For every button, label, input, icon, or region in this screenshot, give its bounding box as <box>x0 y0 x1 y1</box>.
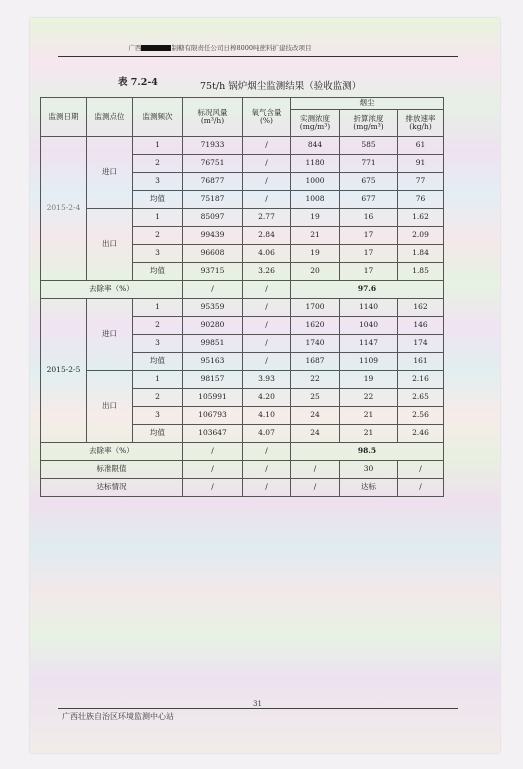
converted-cell: 1109 <box>340 353 398 371</box>
freq-cell: 1 <box>133 371 183 389</box>
flow-cell: 90280 <box>183 317 243 335</box>
rate-cell: 1.84 <box>398 245 444 263</box>
oxygen-cell: / <box>243 155 291 173</box>
table-title: 75t/h 锅炉烟尘监测结果（验收监测） <box>200 81 362 92</box>
point-cell: 出口 <box>87 371 133 443</box>
header-suffix: 制糖有限责任公司日榨8000吨蔗料扩建技改项目 <box>171 44 312 52</box>
measured-cell: 1180 <box>291 155 340 173</box>
measured-cell: 20 <box>291 263 340 281</box>
flow-cell: 106793 <box>183 407 243 425</box>
footer-rule <box>58 708 458 709</box>
rate-cell: / <box>398 461 444 479</box>
converted-cell: 1040 <box>340 317 398 335</box>
converted-cell: 1147 <box>340 335 398 353</box>
freq-cell: 1 <box>133 137 183 155</box>
freq-cell: 2 <box>133 155 183 173</box>
point-cell: 进口 <box>87 137 133 209</box>
oxygen-label: 氧气含量 <box>251 107 282 117</box>
converted-cell: 771 <box>340 155 398 173</box>
freq-cell: 1 <box>133 299 183 317</box>
converted-cell: 达标 <box>340 479 398 497</box>
measured-cell: 1620 <box>291 317 340 335</box>
redaction-mark <box>141 45 171 51</box>
removal-value: 98.5 <box>291 443 444 461</box>
converted-unit: (mg/m³) <box>353 122 384 131</box>
flow-cell: / <box>183 479 243 497</box>
results-table <box>40 97 444 497</box>
col-header-emission <box>398 110 444 137</box>
oxygen-cell: / <box>243 317 291 335</box>
measured-cell: 1000 <box>291 173 340 191</box>
date-cell: 2015-2-5 <box>41 299 87 443</box>
removal-label: 去除率（%） <box>41 443 183 461</box>
oxygen-cell: / <box>243 137 291 155</box>
removal-label: 去除率（%） <box>41 281 183 299</box>
converted-cell: 21 <box>340 407 398 425</box>
rate-cell: 2.65 <box>398 389 444 407</box>
flow-cell: 93715 <box>183 263 243 281</box>
freq-cell: 2 <box>133 227 183 245</box>
oxygen-cell: / <box>243 443 291 461</box>
converted-cell: 16 <box>340 209 398 227</box>
measured-cell: 24 <box>291 407 340 425</box>
converted-cell: 21 <box>340 425 398 443</box>
col-header-point: 监测点位 <box>87 98 133 137</box>
converted-label: 折算浓度 <box>353 113 384 123</box>
flow-cell: 71933 <box>183 137 243 155</box>
converted-cell: 17 <box>340 263 398 281</box>
header-rule <box>58 56 458 57</box>
footer-organization: 广西壮族自治区环境监测中心站 <box>62 712 174 721</box>
freq-cell: 2 <box>133 317 183 335</box>
table-row <box>41 137 444 155</box>
col-header-converted <box>340 110 398 137</box>
table-row <box>41 209 444 227</box>
measured-cell: 22 <box>291 371 340 389</box>
measured-cell: / <box>291 461 340 479</box>
freq-cell: 均值 <box>133 191 183 209</box>
point-cell: 出口 <box>87 209 133 281</box>
measured-cell: 1008 <box>291 191 340 209</box>
standard-label: 标准限值 <box>41 461 183 479</box>
rate-cell: 91 <box>398 155 444 173</box>
page-number: 31 <box>253 700 262 708</box>
converted-cell: 675 <box>340 173 398 191</box>
oxygen-cell: 4.06 <box>243 245 291 263</box>
oxygen-unit: (%) <box>260 116 273 125</box>
flow-cell: 85097 <box>183 209 243 227</box>
rate-cell: 161 <box>398 353 444 371</box>
table-row-removal <box>41 281 444 299</box>
date-cell: 2015-2-4 <box>41 137 87 281</box>
table-row <box>41 299 444 317</box>
col-header-date: 监测日期 <box>41 98 87 137</box>
rate-cell: 61 <box>398 137 444 155</box>
oxygen-cell: / <box>243 173 291 191</box>
rate-cell: / <box>398 479 444 497</box>
rate-cell: 1.85 <box>398 263 444 281</box>
oxygen-cell: 3.93 <box>243 371 291 389</box>
rate-cell: 2.56 <box>398 407 444 425</box>
flow-cell: 76877 <box>183 173 243 191</box>
compliance-label: 达标情况 <box>41 479 183 497</box>
oxygen-cell: 4.20 <box>243 389 291 407</box>
freq-cell: 3 <box>133 245 183 263</box>
rate-cell: 174 <box>398 335 444 353</box>
oxygen-cell: 3.26 <box>243 263 291 281</box>
oxygen-cell: 2.77 <box>243 209 291 227</box>
measured-unit: (mg/m³) <box>299 122 331 131</box>
measured-cell: 844 <box>291 137 340 155</box>
table-row-removal <box>41 443 444 461</box>
converted-cell: 17 <box>340 245 398 263</box>
rate-cell: 2.09 <box>398 227 444 245</box>
table-row-standard <box>41 461 444 479</box>
measured-cell: 1740 <box>291 335 340 353</box>
col-header-oxygen <box>243 98 291 137</box>
table-label: 表 7.2-4 <box>118 77 158 88</box>
removal-value: 97.6 <box>291 281 444 299</box>
freq-cell: 1 <box>133 209 183 227</box>
measured-cell: 1700 <box>291 299 340 317</box>
freq-cell: 3 <box>133 407 183 425</box>
freq-cell: 均值 <box>133 353 183 371</box>
converted-cell: 677 <box>340 191 398 209</box>
table-row-compliance <box>41 479 444 497</box>
flow-cell: 95163 <box>183 353 243 371</box>
flow-cell: 99851 <box>183 335 243 353</box>
flow-unit: (m³/h) <box>200 116 225 125</box>
measured-cell: 24 <box>291 425 340 443</box>
page-header <box>70 43 370 52</box>
flow-cell: 105991 <box>183 389 243 407</box>
flow-cell: 103647 <box>183 425 243 443</box>
table-row <box>41 371 444 389</box>
point-cell: 进口 <box>87 299 133 371</box>
freq-cell: 3 <box>133 335 183 353</box>
oxygen-cell: 4.10 <box>243 407 291 425</box>
converted-cell: 17 <box>340 227 398 245</box>
oxygen-cell: / <box>243 479 291 497</box>
rate-cell: 162 <box>398 299 444 317</box>
col-header-flow <box>183 98 243 137</box>
freq-cell: 均值 <box>133 263 183 281</box>
header-row-1 <box>41 98 444 110</box>
flow-cell: 76751 <box>183 155 243 173</box>
freq-cell: 3 <box>133 173 183 191</box>
flow-cell: 75187 <box>183 191 243 209</box>
flow-cell: / <box>183 443 243 461</box>
results-table-wrap <box>40 97 444 497</box>
header-prefix: 广西 <box>128 44 142 52</box>
flow-cell: / <box>183 461 243 479</box>
col-header-measured <box>291 110 340 137</box>
rate-cell: 1.62 <box>398 209 444 227</box>
freq-cell: 均值 <box>133 425 183 443</box>
oxygen-cell: / <box>243 335 291 353</box>
flow-cell: 99439 <box>183 227 243 245</box>
measured-cell: / <box>291 479 340 497</box>
measured-cell: 1687 <box>291 353 340 371</box>
emission-unit: (kg/h) <box>409 122 432 131</box>
rate-cell: 2.16 <box>398 371 444 389</box>
freq-cell: 2 <box>133 389 183 407</box>
col-header-freq: 监测频次 <box>133 98 183 137</box>
oxygen-cell: / <box>243 299 291 317</box>
measured-cell: 19 <box>291 209 340 227</box>
converted-cell: 585 <box>340 137 398 155</box>
oxygen-cell: / <box>243 191 291 209</box>
rate-cell: 77 <box>398 173 444 191</box>
flow-cell: / <box>183 281 243 299</box>
oxygen-cell: 2.84 <box>243 227 291 245</box>
col-header-dust-group: 烟尘 <box>291 98 444 110</box>
measured-cell: 19 <box>291 245 340 263</box>
converted-cell: 19 <box>340 371 398 389</box>
oxygen-cell: 4.07 <box>243 425 291 443</box>
converted-cell: 1140 <box>340 299 398 317</box>
converted-cell: 30 <box>340 461 398 479</box>
oxygen-cell: / <box>243 281 291 299</box>
rate-cell: 76 <box>398 191 444 209</box>
flow-label: 标况风量 <box>197 107 228 117</box>
flow-cell: 96608 <box>183 245 243 263</box>
oxygen-cell: / <box>243 461 291 479</box>
emission-label: 排放速率 <box>405 113 436 123</box>
rate-cell: 2.46 <box>398 425 444 443</box>
measured-label: 实测浓度 <box>300 113 330 123</box>
measured-cell: 25 <box>291 389 340 407</box>
rate-cell: 146 <box>398 317 444 335</box>
converted-cell: 22 <box>340 389 398 407</box>
measured-cell: 21 <box>291 227 340 245</box>
flow-cell: 98157 <box>183 371 243 389</box>
oxygen-cell: / <box>243 353 291 371</box>
flow-cell: 95359 <box>183 299 243 317</box>
